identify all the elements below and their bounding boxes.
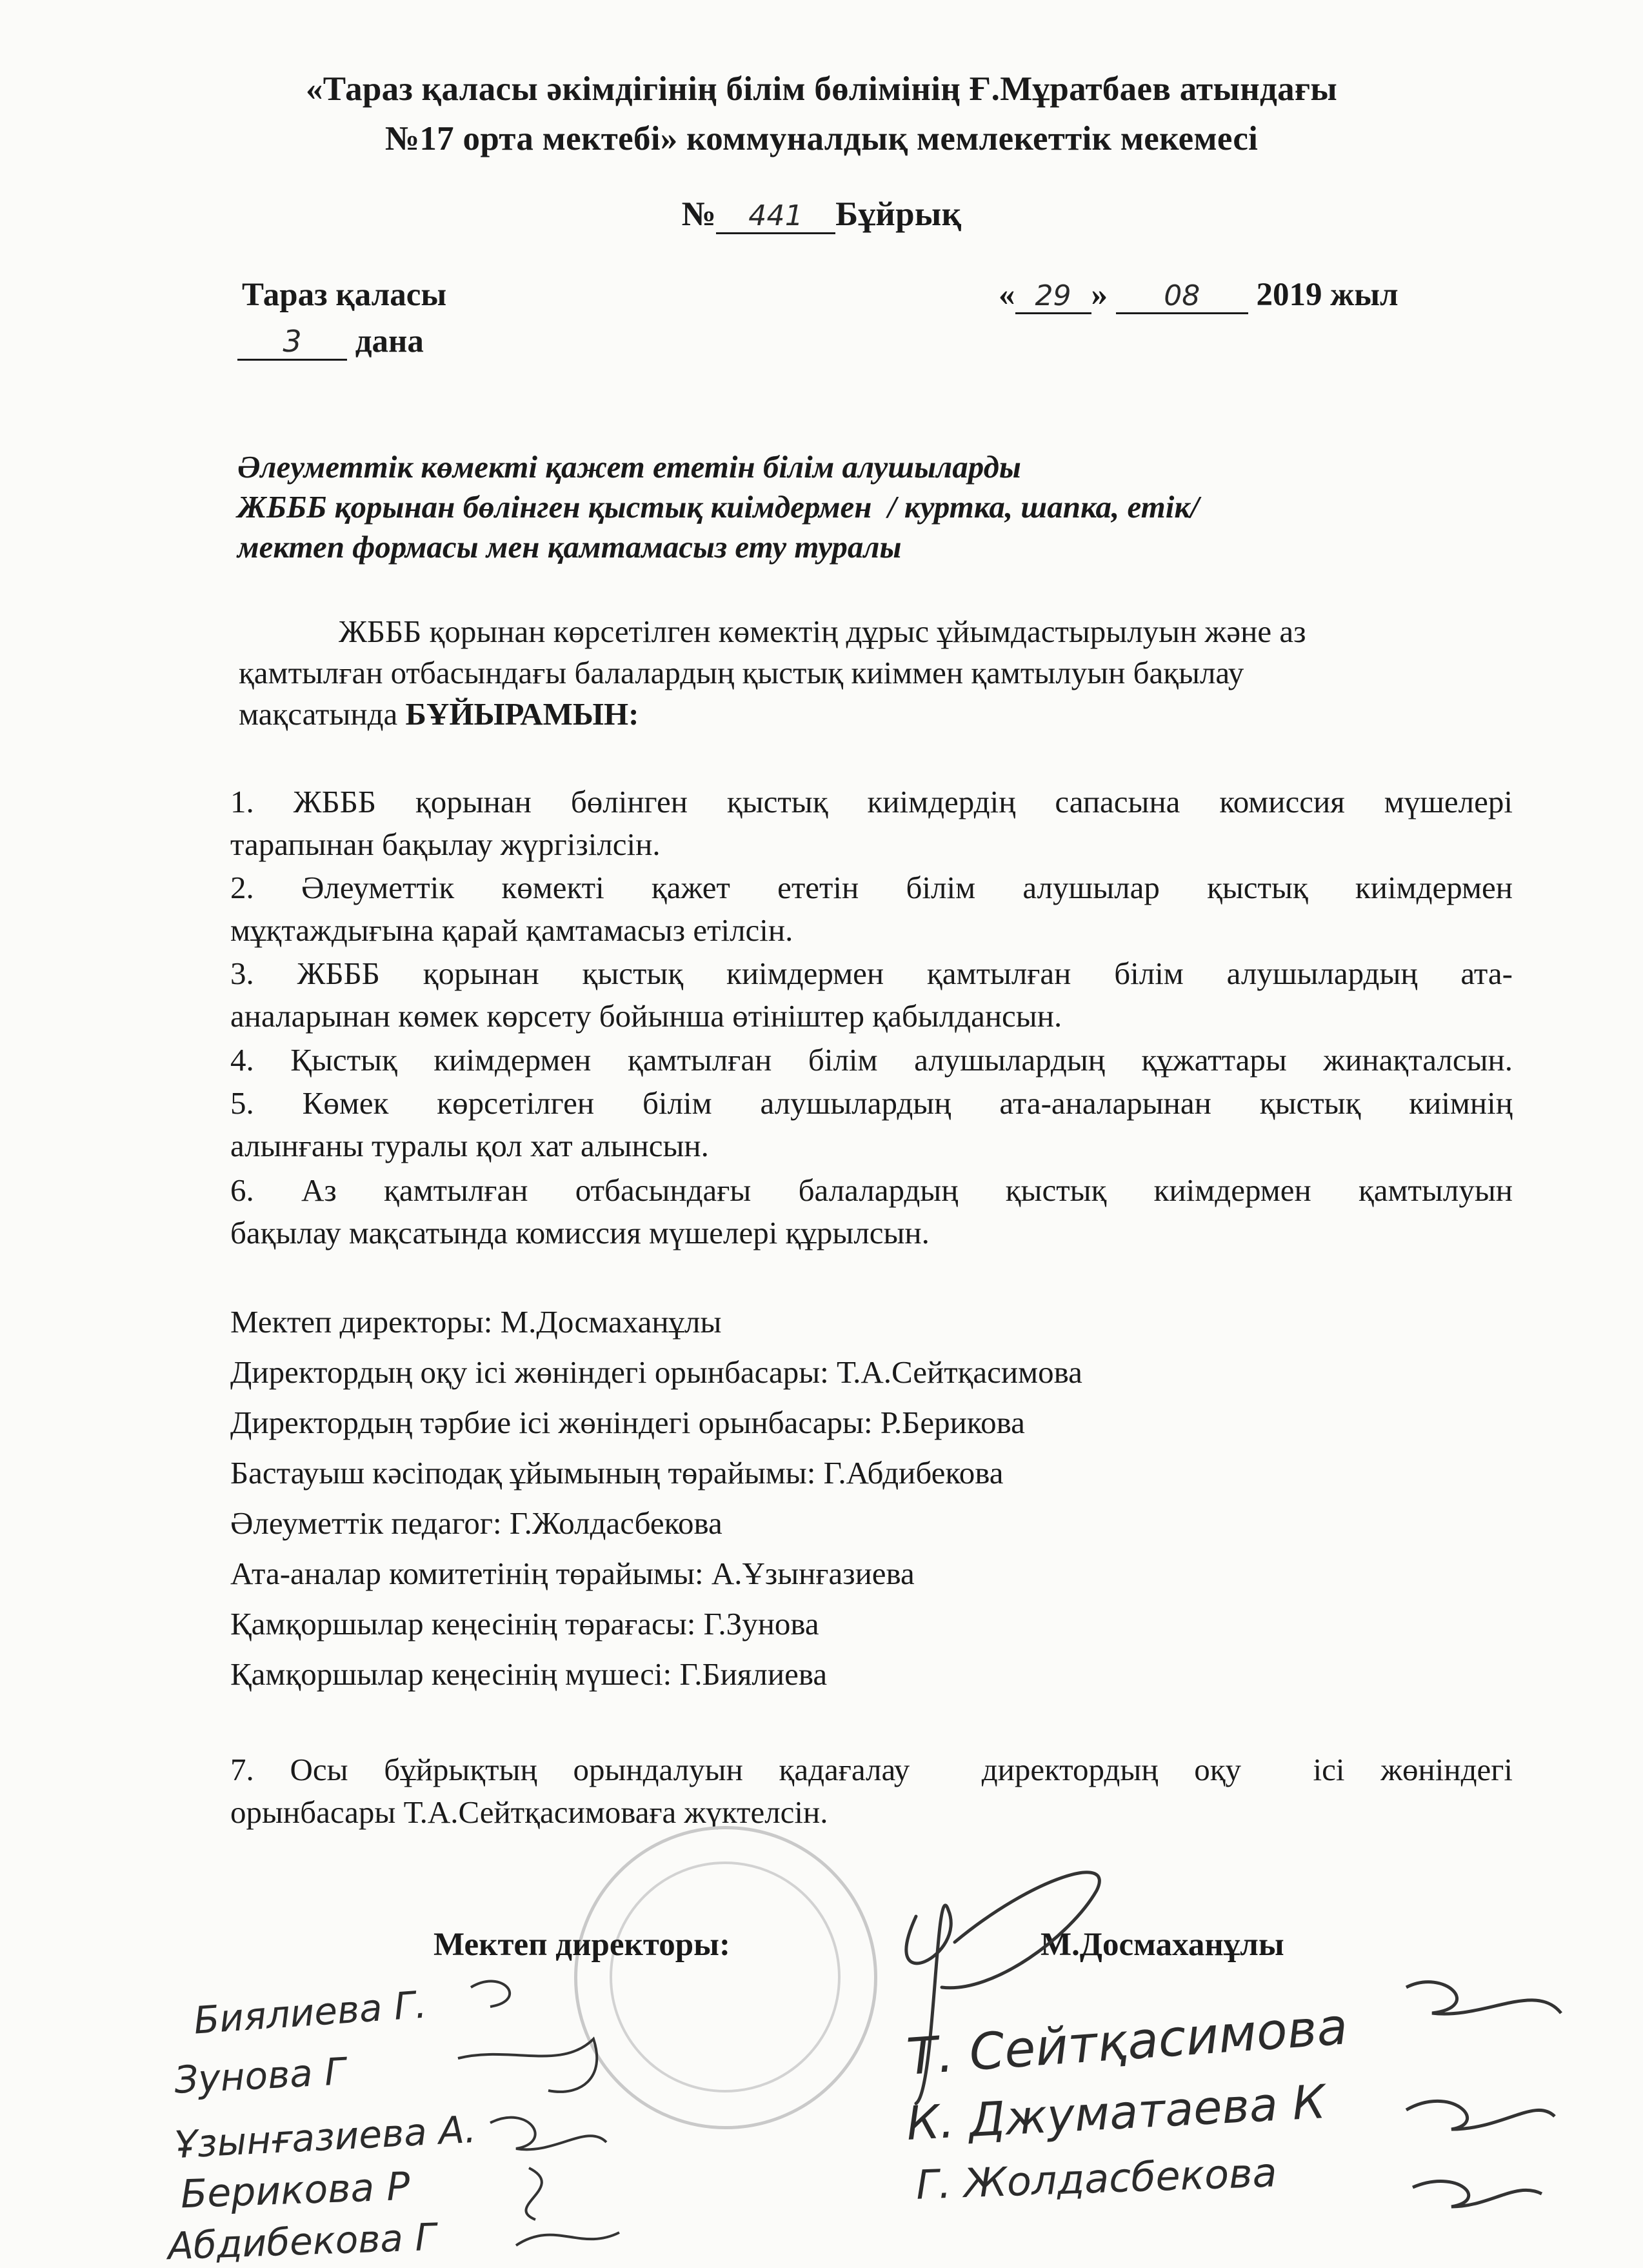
order-item-1-line-1: 1. ЖБББ қорынан бөлінген қыстық киімдердің сапасына комиссия мүшелері xyxy=(230,784,1513,819)
order-item-7 xyxy=(230,1749,1513,1834)
scribble-1 xyxy=(458,1982,597,2092)
header-line-2: №17 орта мектебі» коммуналдық мемлекеттік мекемесі xyxy=(384,120,1259,157)
handwritten-name-8: Г. Жолдасбекова xyxy=(915,2149,1278,2209)
order-number: 441 xyxy=(716,199,835,234)
preamble-line-2: қамтылған отбасындағы балалардың қыстық киіммен қамтылуын бақылау xyxy=(239,655,1244,690)
preamble-line-3-text: мақсатында xyxy=(239,696,406,732)
subject-line-2: ЖБББ қорынан бөлінген қыстық киімдермен / куртка, шапка, етік/ xyxy=(237,489,1199,525)
handwritten-name-1: Биялиева Г. xyxy=(192,1982,428,2043)
order-item-6-line-2: бақылау мақсатында комиссия мүшелері құрылсын. xyxy=(230,1215,930,1250)
signature-name: М.Досмаханұлы xyxy=(1041,1927,1284,1963)
order-title xyxy=(0,195,1643,234)
scribble-6 xyxy=(1406,2101,1555,2129)
place: Тараз қаласы xyxy=(242,277,447,313)
order-item-6-line-1: 6. Аз қамтылған отбасындағы балалардың қыстық киімдермен қамтылуын xyxy=(230,1172,1513,1208)
member-deputy-academic: Директордың оқу ісі жөніндегі орынбасары: Т.А.Сейтқасимова xyxy=(230,1354,1082,1390)
date-day: 29 xyxy=(1015,279,1091,314)
copies-label: дана xyxy=(355,323,424,359)
date-year: 2019 жыл xyxy=(1256,277,1399,313)
preamble-line-1: ЖБББ қорынан көрсетілген көмектің дұрыс ұйымдастырылуын және аз xyxy=(339,614,1306,649)
order-item-6 xyxy=(230,1169,1513,1254)
order-item-4 xyxy=(230,1039,1513,1081)
member-trustees-member: Қамқоршылар кеңесінің мүшесі: Г.Биялиева xyxy=(230,1656,828,1692)
scribble-7 xyxy=(1413,2182,1542,2207)
copies xyxy=(237,323,424,361)
member-director: Мектеп директоры: М.Досмаханұлы xyxy=(230,1304,722,1340)
preamble-line-3 xyxy=(239,698,639,730)
scribble-2 xyxy=(490,2118,606,2150)
order-label: Бұйрық xyxy=(835,196,962,233)
date-month: 08 xyxy=(1116,279,1248,314)
handwritten-name-6: Т. Сейтқасимова xyxy=(904,1998,1349,2087)
handwritten-name-2: Зунова Г xyxy=(173,2049,346,2102)
member-union-chair: Бастауыш кәсіподақ ұйымының төрайымы: Г.Абдибекова xyxy=(230,1455,1004,1490)
order-prefix: № xyxy=(681,196,717,233)
handwritten-name-7: К. Джуматаева К xyxy=(905,2074,1327,2151)
member-social-pedagogue: Әлеуметтік педагог: Г.Жолдасбекова xyxy=(230,1505,722,1541)
order-item-5-line-2: алынғаны туралы қол хат алынсын. xyxy=(230,1128,709,1163)
order-item-7-line-1: 7. Осы бұйрықтың орындалуын қадағалау директордың оқу ісі жөніндегі xyxy=(230,1752,1513,1787)
member-trustees-chair: Қамқоршылар кеңесінің төрағасы: Г.Зунова xyxy=(230,1606,819,1641)
order-date xyxy=(999,276,1399,314)
order-item-3 xyxy=(230,952,1513,1038)
order-item-7-line-2: орынбасары Т.А.Сейтқасимоваға жүктелсін. xyxy=(230,1794,828,1830)
order-item-3-line-2: аналарынан көмек көрсету бойынша өтініштер қабылдансын. xyxy=(230,998,1062,1034)
preamble-command: БҰЙЫРАМЫН: xyxy=(405,696,639,732)
scribble-5 xyxy=(1406,1982,1561,2014)
order-item-1 xyxy=(230,781,1513,866)
order-item-5 xyxy=(230,1082,1513,1167)
date-close-quote: » xyxy=(1091,277,1108,313)
left-signature-scribbles xyxy=(452,1974,645,2258)
order-item-4-line-1: 4. Қыстық киімдермен қамтылған білім алушылардың құжаттары жинақталсын. xyxy=(230,1042,1513,1078)
handwritten-name-4: Берикова Р xyxy=(179,2163,411,2218)
signature-title: Мектеп директоры: xyxy=(433,1927,730,1963)
right-signature-scribbles xyxy=(1393,1955,1587,2226)
order-item-2-line-2: мұқтаждығына қарай қамтамасыз етілсін. xyxy=(230,912,793,948)
date-open-quote: « xyxy=(999,277,1015,313)
header-line-1: «Тараз қаласы әкімдігінің білім бөлімінің Ғ.Мұратбаев атындағы xyxy=(305,70,1338,108)
order-item-5-line-1: 5. Көмек көрсетілген білім алушылардың ата-аналарынан қыстық киімнің xyxy=(230,1085,1513,1121)
subject-line-1: Әлеуметтік көмекті қажет ететін білім алушыларды xyxy=(237,449,1021,485)
subject-line-3: мектеп формасы мен қамтамасыз ету туралы xyxy=(237,529,902,565)
handwritten-name-3: Ұзынғазиева А. xyxy=(173,2107,477,2167)
order-item-1-line-2: тарапынан бақылау жүргізілсін. xyxy=(230,827,661,862)
order-item-2-line-1: 2. Әлеуметтік көмекті қажет ететін білім алушылар қыстық киімдермен xyxy=(230,870,1513,905)
handwritten-name-5: Абдибекова Г xyxy=(166,2214,437,2268)
order-item-3-line-1: 3. ЖБББ қорынан қыстық киімдермен қамтылған білім алушылардың ата- xyxy=(230,956,1513,991)
scribble-4 xyxy=(516,2233,619,2245)
copies-count: 3 xyxy=(237,324,347,361)
order-item-2 xyxy=(230,867,1513,952)
member-deputy-upbringing: Директордың тәрбие ісі жөніндегі орынбасары: Р.Берикова xyxy=(230,1405,1025,1440)
scribble-3 xyxy=(526,2168,541,2220)
member-parents-committee: Ата-аналар комитетінің төрайымы: А.Ұзынғазиева xyxy=(230,1556,915,1591)
